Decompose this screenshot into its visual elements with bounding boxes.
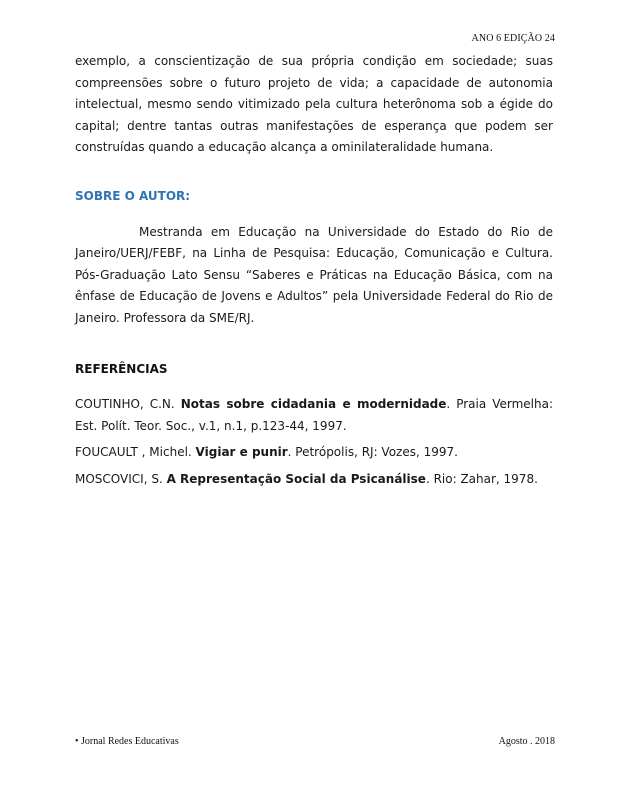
reference-title: A Representação Social da Psicanálise xyxy=(166,471,426,486)
reference-details: . Petrópolis, RJ: Vozes, 1997. xyxy=(287,445,458,460)
page-header-issue: ANO 6 EDIÇÃO 24 xyxy=(471,33,555,44)
footer-date: Agosto . 2018 xyxy=(498,736,555,747)
reference-details: . Rio: Zahar, 1978. xyxy=(425,471,538,486)
author-bio: Mestranda em Educação na Universidade do Estado do Rio de Janeiro/UERJ/FEBF, na Linha de Pesquisa: Educação, Comunicação e Cultura. Pós-Graduação Lato Sensu “Saberes e Práticas na Educação Básica, com na ênfase de Educação de Jovens e Adultos” pela Universidade Federal do Rio de Janeiro. Professora da SME/RJ. xyxy=(75,224,553,325)
footer-journal-name: • Jornal Redes Educativas xyxy=(75,736,179,747)
reference-author: FOUCAULT , Michel. xyxy=(75,445,196,460)
reference-item xyxy=(75,442,553,464)
reference-item xyxy=(75,394,553,437)
reference-item xyxy=(75,469,553,491)
references-heading: REFERÊNCIAS xyxy=(75,361,168,376)
reference-title: Vigiar e punir xyxy=(195,445,288,460)
reference-author: COUTINHO, C.N. xyxy=(75,397,181,412)
reference-title: Notas sobre cidadania e modernidade xyxy=(180,397,447,412)
author-heading: SOBRE O AUTOR: xyxy=(75,188,191,203)
continuation-paragraph: exemplo, a conscientização de sua própria condição em sociedade; suas compreensões sobre o futuro projeto de vida; a capacidade de autonomia intelectual, mesmo sendo vitimizado pela cultura heterônoma sob a égide do capital; dentre tantas outras manifestações de esperança que podem ser construídas quando a educação alcança a ominilateralidade humana. xyxy=(75,54,553,155)
page-body xyxy=(75,51,553,496)
reference-author: MOSCOVICI, S. xyxy=(75,471,167,486)
reference-details: . Praia Vermelha: Est. Polít. Teor. Soc., v.1, n.1, p.123-44, 1997. xyxy=(75,397,553,433)
